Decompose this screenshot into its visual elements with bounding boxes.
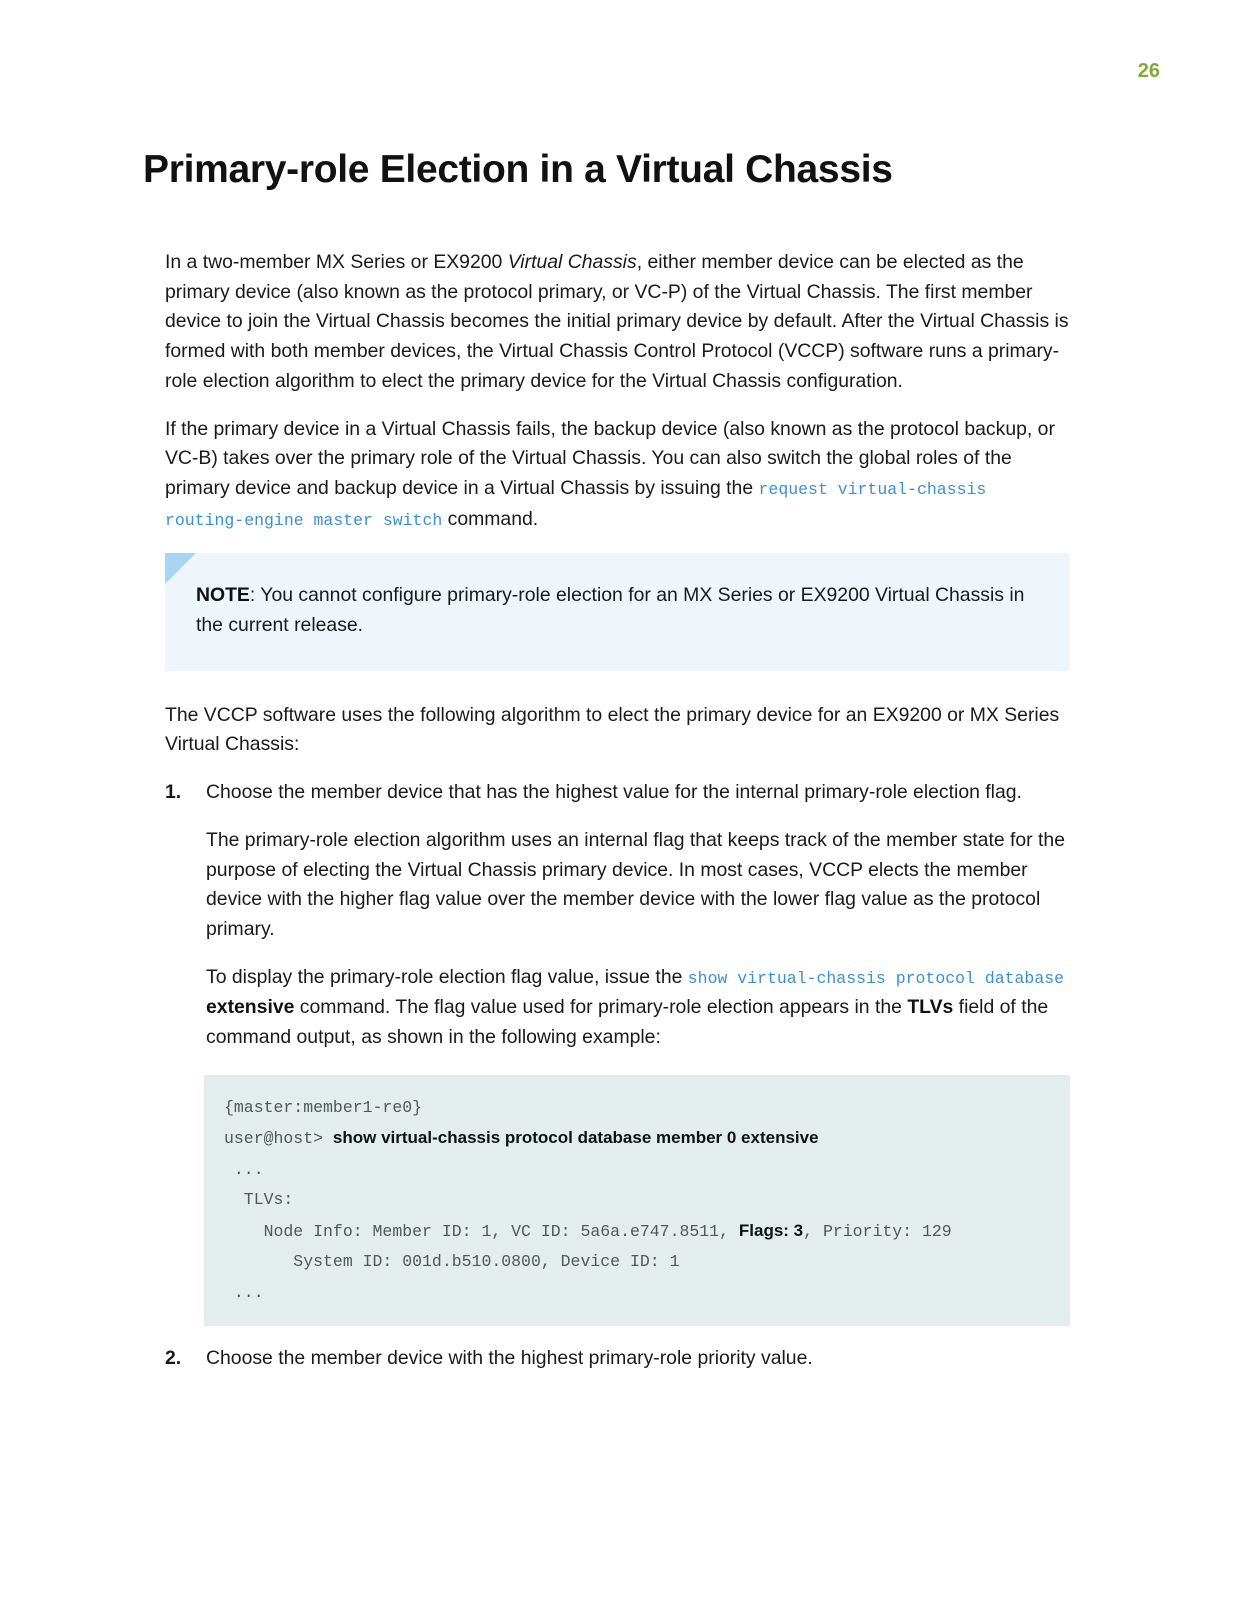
step-text: Choose the member device that has the highest value for the internal primary-role election flag. (206, 781, 1022, 804)
document-body (165, 248, 1070, 1392)
code-line: TLVs: (224, 1190, 294, 1210)
page-number: 26 (1137, 60, 1160, 82)
intro-text-a: In a two-member MX Series or EX9200 (165, 251, 508, 273)
code-line: Node Info: Member ID: 1, VC ID: 5a6a.e747.8511, (224, 1221, 739, 1241)
failover-text-b: command. (442, 507, 539, 530)
virtual-chassis-link[interactable]: Virtual Chassis (507, 251, 637, 273)
code-flags: Flags: 3 (738, 1220, 804, 1240)
note-text (196, 581, 1040, 640)
code-line: ... (224, 1282, 264, 1302)
show-protocol-database-link[interactable]: show virtual-chassis protocol database (687, 968, 1065, 988)
request-switch-command-link[interactable]: request virtual-chassis routing-engine master switch (165, 479, 987, 530)
display-text-b: command. The flag value used for primary-role election appears in the (294, 996, 908, 1019)
step-1 (165, 778, 1070, 808)
step-1-detail: The primary-role election algorithm uses an internal flag that keeps track of the member state for the purpose of electing the Virtual Chassis primary device. In most cases, VCCP elects the member device with the higher flag value over the member device with the lower flag value as the protocol primary. (206, 828, 1065, 940)
tlvs-keyword: TLVs (907, 996, 954, 1019)
note-label: NOTE (196, 584, 250, 607)
code-line: , Priority: 129 (803, 1221, 952, 1241)
note-callout (165, 553, 1070, 670)
intro-paragraph (165, 248, 1070, 397)
note-body: : You cannot configure primary-role election for an MX Series or EX9200 Virtual Chassis in the current release. (196, 584, 1025, 637)
code-line: System ID: 001d.b510.0800, Device ID: 1 (224, 1252, 680, 1272)
code-prompt: user@host> (224, 1129, 333, 1149)
intro-text-b: , either member device can be elected as the primary device (also known as the protocol primary, or VC-P) of the Virtual Chassis. The first member device to join the Virtual Chassis becomes the initial primary device by default. After the Virtual Chassis is formed with both member devices, the Virtual Chassis Control Protocol (VCCP) software runs a primary-role election algorithm to elect the primary device for the Virtual Chassis configuration. (165, 251, 1069, 392)
note-corner-icon (165, 553, 196, 584)
algorithm-intro: The VCCP software uses the following algorithm to elect the primary device for an EX9200 or MX Series Virtual Chassis: (165, 703, 1060, 756)
display-text-c: field of the command output, as shown in the following example: (206, 996, 1049, 1049)
extensive-keyword: extensive (206, 996, 295, 1019)
code-line: ... (224, 1159, 264, 1179)
step-number: 2. (165, 1347, 182, 1370)
display-text-a: To display the primary-role election flag value, issue the (206, 965, 688, 988)
code-line: {master:member1-re0} (224, 1097, 423, 1117)
code-example (204, 1075, 1070, 1327)
step-1-display (165, 963, 1070, 1053)
page-title: Primary-role Election in a Virtual Chassis (143, 148, 893, 191)
failover-text-a: If the primary device in a Virtual Chassis fails, the backup device (also known as the protocol backup, or VC-B) takes over the primary role of the Virtual Chassis. You can also switch the global roles of the primary device and backup device in a Virtual Chassis by issuing the (165, 417, 1055, 499)
step-number: 1. (165, 781, 182, 804)
code-command: show virtual-chassis protocol database member 0 extensive (332, 1128, 819, 1148)
step-text: Choose the member device with the highest primary-role priority value. (206, 1347, 813, 1370)
failover-paragraph (165, 415, 1070, 536)
step-2 (165, 1344, 1070, 1374)
